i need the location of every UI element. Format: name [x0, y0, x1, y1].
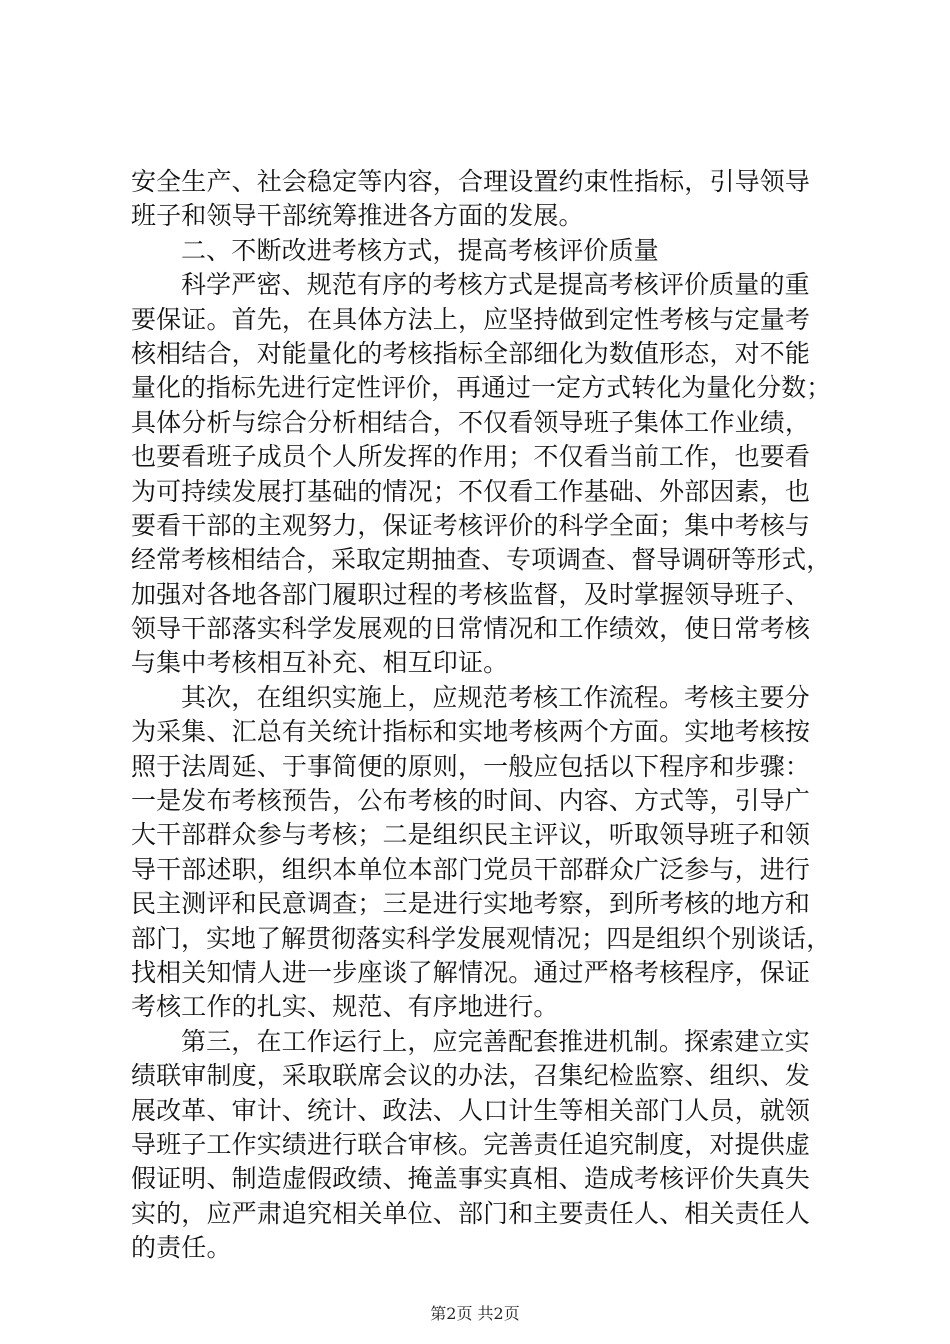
text-line: 与集中考核相互补充、相互印证。 [131, 648, 509, 678]
text-line: 展改革、审计、统计、政法、人口计生等相关部门人员，就领 [131, 1095, 811, 1125]
text-line: 领导干部落实科学发展观的日常情况和工作绩效，使日常考核 [131, 614, 811, 644]
text-line: 科学严密、规范有序的考核方式是提高考核评价质量的重 [181, 270, 810, 300]
text-line: 第三，在工作运行上，应完善配套推进机制。探索建立实 [181, 1026, 810, 1056]
text-line: 大干部群众参与考核；二是组织民主评议，听取领导班子和领 [131, 820, 811, 850]
text-line: 要看干部的主观努力，保证考核评价的科学全面；集中考核与 [131, 510, 811, 540]
text-line: 加强对各地各部门履职过程的考核监督，及时掌握领导班子、 [131, 579, 811, 609]
text-line: 量化的指标先进行定性评价，再通过一定方式转化为量化分数； [131, 373, 832, 403]
text-line: 实的，应严肃追究相关单位、部门和主要责任人、相关责任人 [131, 1198, 811, 1228]
text-line: 假证明、制造虚假政绩、掩盖事实真相、造成考核评价失真失 [131, 1164, 811, 1194]
text-line: 导班子工作实绩进行联合审核。完善责任追究制度，对提供虚 [131, 1129, 811, 1159]
text-line: 考核工作的扎实、规范、有序地进行。 [131, 992, 559, 1022]
text-line: 二、不断改进考核方式，提高考核评价质量 [181, 235, 659, 265]
text-line: 要保证。首先，在具体方法上，应坚持做到定性考核与定量考 [131, 304, 811, 334]
text-line: 绩联审制度，采取联席会议的办法，召集纪检监察、组织、发 [131, 1061, 811, 1091]
text-line: 一是发布考核预告，公布考核的时间、内容、方式等，引导广 [131, 786, 811, 816]
text-line: 找相关知情人进一步座谈了解情况。通过严格考核程序，保证 [131, 957, 811, 987]
text-line: 民主测评和民意调查；三是进行实地考察，到所考核的地方和 [131, 889, 811, 919]
text-line: 导干部述职，组织本单位本部门党员干部群众广泛参与，进行 [131, 854, 811, 884]
text-line: 班子和领导干部统筹推进各方面的发展。 [131, 201, 584, 231]
text-line: 也要看班子成员个人所发挥的作用；不仅看当前工作，也要看 [131, 442, 811, 472]
document-body [131, 165, 831, 1266]
text-line: 安全生产、社会稳定等内容，合理设置约束性指标，引导领导 [131, 167, 811, 196]
page-footer: 第2页 共2页 [430, 1304, 520, 1323]
text-line: 的责任。 [131, 1233, 232, 1263]
text-line: 为采集、汇总有关统计指标和实地考核两个方面。实地考核按 [131, 717, 811, 747]
text-line: 经常考核相结合，采取定期抽查、专项调查、督导调研等形式， [131, 545, 832, 575]
text-line: 具体分析与综合分析相结合，不仅看领导班子集体工作业绩， [131, 407, 811, 437]
text-line: 为可持续发展打基础的情况；不仅看工作基础、外部因素，也 [131, 476, 811, 506]
text-line: 其次，在组织实施上，应规范考核工作流程。考核主要分 [181, 682, 810, 712]
text-line: 照于法周延、于事简便的原则，一般应包括以下程序和步骤： [131, 751, 811, 781]
text-line: 部门，实地了解贯彻落实科学发展观情况；四是组织个别谈话， [131, 923, 832, 953]
text-line: 核相结合，对能量化的考核指标全部细化为数值形态，对不能 [131, 338, 811, 368]
